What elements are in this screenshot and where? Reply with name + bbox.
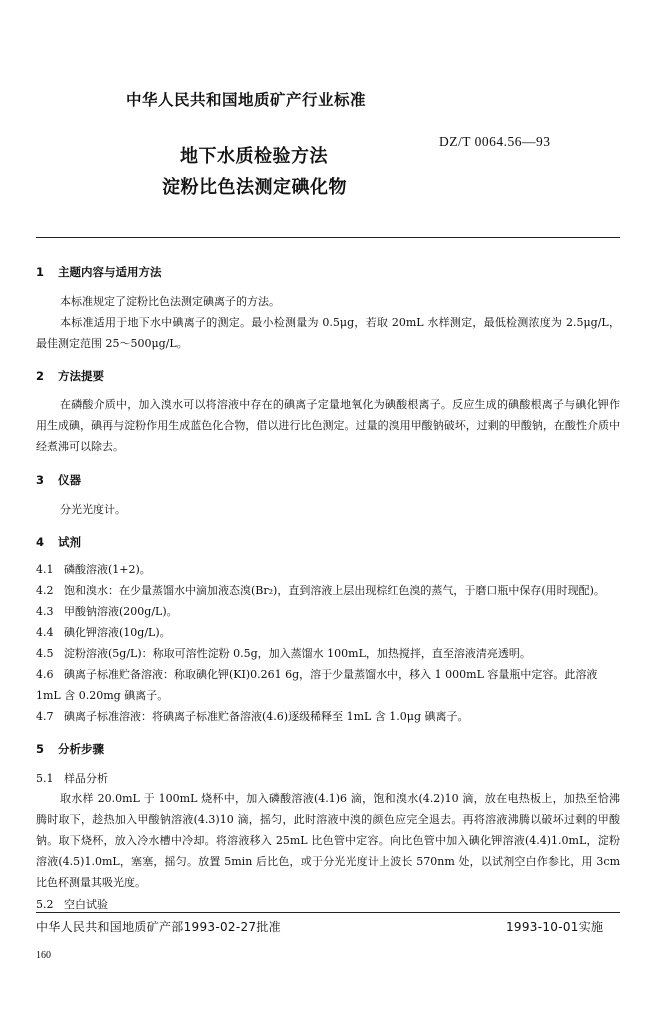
item-text: 碘化钾溶液(10g/L)。	[64, 626, 171, 639]
section-3-heading	[36, 472, 620, 488]
header-rule	[36, 237, 620, 238]
subsection-5-1-heading	[36, 769, 620, 788]
item-text: 淀粉溶液(5g/L)：称取可溶性淀粉 0.5g，加入蒸馏水 100mL，加热搅拌，直至溶液清亮透明。	[64, 647, 531, 660]
item-number: 4.6	[36, 668, 54, 681]
item-number: 4.4	[36, 626, 54, 639]
reagent-list	[36, 559, 620, 727]
section-number: 5	[36, 742, 45, 756]
implementation-date: 1993-10-01实施	[506, 920, 604, 934]
footer-rule	[36, 912, 620, 913]
subsection-number: 5.1	[36, 772, 54, 785]
section-number: 1	[36, 265, 45, 279]
item-number: 4.7	[36, 710, 54, 723]
section-5-heading	[36, 741, 620, 757]
paragraph: 分光光度计。	[60, 503, 126, 516]
section-2-heading	[36, 368, 620, 384]
item-number: 4.2	[36, 584, 54, 597]
list-item	[36, 559, 620, 580]
section-title: 分析步骤	[58, 742, 104, 756]
list-item	[36, 601, 620, 622]
document-body	[36, 264, 620, 914]
section-title: 仪器	[58, 473, 81, 487]
list-item	[36, 622, 620, 643]
section-title: 试剂	[58, 535, 81, 549]
title-line-1: 地下水质检验方法	[180, 146, 328, 167]
section-1-heading	[36, 264, 620, 280]
standard-code: DZ/T 0064.56—93	[439, 134, 551, 149]
section-title: 方法提要	[58, 369, 104, 383]
item-text: 磷酸溶液(1+2)。	[64, 563, 151, 576]
list-item	[36, 580, 620, 601]
section-number: 2	[36, 369, 45, 383]
paragraph: 本标准规定了淀粉比色法测定碘离子的方法。	[60, 295, 280, 308]
paragraph: 本标准适用于地下水中碘离子的测定。最小检测量为 0.5μg，若取 20mL 水样测定，最低检测浓度为 2.5μg/L，最佳测定范围 25～500μg/L。	[36, 316, 620, 350]
paragraph: 取水样 20.0mL 于 100mL 烧杯中，加入磷酸溶液(4.1)6 滴，饱和溴水(4.2)10 滴，放在电热板上，加热至恰沸腾时取下，趁热加入甲酸钠溶液(4.3)10 滴，摇匀，此时溶液中溴的颜色应完全退去。再将溶液沸腾以破坏过剩的甲酸钠。取下烧杯，放入冷水槽中冷却。将溶液移入 25mL 比色管中定容。向比色管中加入碘化钾溶液(4.4)1.0mL，淀粉溶液(4.5)1.0mL，塞塞，摇匀。放置 5min 后比色，或于分光光度计上波长 570nm 处，以试剂空白作参比，用 3cm 比色杯测量其吸光度。	[36, 792, 620, 889]
item-text: 碘离子标准溶液：将碘离子标准贮备溶液(4.6)逐级稀释至 1mL 含 1.0μg 碘离子。	[64, 710, 469, 723]
list-item	[36, 643, 620, 664]
approval-date: 中华人民共和国地质矿产部1993-02-27批准	[36, 920, 281, 934]
title-line-2: 淀粉比色法测定碘化物	[162, 177, 347, 198]
item-number: 4.5	[36, 647, 54, 660]
item-number: 4.1	[36, 563, 54, 576]
item-number: 4.3	[36, 605, 54, 618]
paragraph: 在磷酸介质中，加入溴水可以将溶液中存在的碘离子定量地氧化为碘酸根离子。反应生成的碘酸根离子与碘化钾作用生成碘，碘再与淀粉作用生成蓝色化合物，借以进行比色测定。过量的溴用甲酸钠破坏，过剩的甲酸钠，在酸性介质中经煮沸可以除去。	[36, 398, 620, 453]
list-item	[36, 664, 620, 706]
item-text: 碘离子标准贮备溶液：称取碘化钾(KI)0.261 6g，溶于少量蒸馏水中，移入 1 000mL 容量瓶中定容。此溶液 1mL 含 0.20mg 碘离子。	[36, 668, 598, 702]
section-number: 3	[36, 473, 45, 487]
list-item	[36, 706, 620, 727]
section-4-heading	[36, 534, 620, 550]
page-number: 160	[36, 950, 51, 961]
subsection-title: 样品分析	[64, 772, 108, 785]
item-text: 饱和溴水：在少量蒸馏水中滴加液态溴(Br₂)，直到溶液上层出现棕红色溴的蒸气，于磨口瓶中保存(用时现配)。	[64, 584, 605, 597]
issuer-header: 中华人民共和国地质矿产行业标准	[126, 91, 367, 109]
section-number: 4	[36, 535, 45, 549]
item-text: 甲酸钠溶液(200g/L)。	[64, 605, 178, 618]
section-title: 主题内容与适用方法	[58, 265, 162, 279]
subsection-number: 5.2	[36, 898, 54, 911]
subsection-title: 空白试验	[64, 898, 108, 911]
